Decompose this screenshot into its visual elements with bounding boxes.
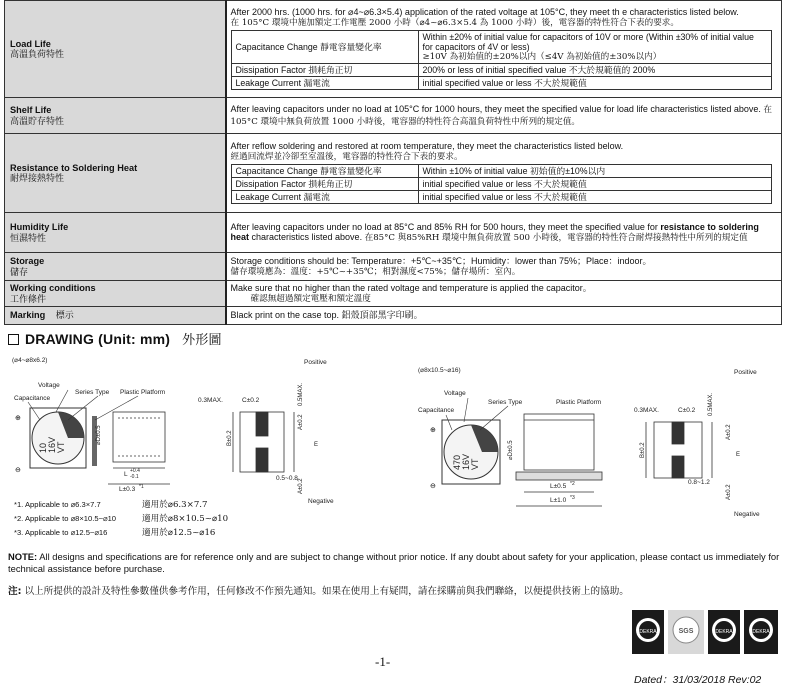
label-cn: 高溫貯存特性: [10, 115, 65, 126]
mark-series: VT: [470, 458, 480, 470]
table-row: [231, 31, 771, 64]
row-soldering-heat: [5, 134, 782, 213]
maxv-dim: 0.5MAX.: [708, 392, 714, 416]
note-cn: 適用於⌀8×10.5~⌀10: [142, 514, 229, 524]
certification-logos: [630, 608, 780, 658]
d-dim: ⌀D±0.5: [508, 440, 514, 460]
max-label: 0.3MAX.: [198, 397, 223, 404]
c-dim: C±0.2: [678, 407, 696, 414]
value-cn: ≥10V 為初始值的±20%以内（≤4V 為初始值的±30%以内）: [422, 52, 662, 62]
text-bold: resistance to soldering heat: [230, 221, 759, 242]
l2-dim: L±1.0: [550, 497, 567, 504]
row-storage: [5, 253, 782, 281]
checkbox-square-icon: [8, 334, 19, 345]
dekra-text: DEKRA: [752, 629, 770, 635]
gap-dim: 0.8~1.2: [688, 479, 710, 486]
d-dim: ⌀D±0.5: [96, 425, 102, 445]
label-cn: 恒濕特性: [10, 232, 47, 243]
note-en: *2. Applicable to ⌀8×10.5~⌀10: [14, 514, 117, 523]
label-marking: [5, 307, 226, 325]
label-soldering-heat: [5, 134, 226, 213]
label-en: Storage: [10, 256, 45, 266]
body-storage: [226, 253, 782, 281]
drawing-title: [8, 329, 222, 348]
label-en: Humidity Life: [10, 222, 69, 232]
table-row: [231, 191, 771, 204]
a2-dim: A±0.2: [298, 478, 304, 494]
series-type-label: Series Type: [75, 389, 110, 396]
b-dim: B±0.2: [640, 442, 646, 458]
text-cn: 儲存環境應為：溫度：+5℃~+35℃；相對濕度<75%；儲存場所：室內。: [230, 266, 521, 277]
series-type-label: Series Type: [488, 399, 523, 406]
text-en: Storage conditions should be: Temperature：+5℃~+35℃；Humidity：lower than 75%；Place：indoor。: [230, 256, 652, 266]
soldering-table: [231, 164, 772, 204]
text-en: After reflow soldering and restored at room temperature, they meet the characteristics listed below.: [230, 141, 624, 151]
note-cn-label: 注:: [8, 586, 22, 597]
l2-sup: *1: [139, 484, 144, 490]
body-working-conditions: [226, 281, 782, 307]
dated-revision: Dated：31/03/2018 Rev:02: [634, 674, 762, 686]
note-1: [14, 498, 228, 512]
dekra-logo-3: [744, 610, 778, 654]
minus-mark: ⊖: [430, 483, 436, 490]
row-shelf-life: [5, 98, 782, 134]
text-en: After 2000 hrs. (1000 hrs. for ⌀4~⌀6.3×5.4) application of the rated voltage at 105°C, they meet th e characteristics listed below.: [230, 7, 739, 17]
cell-key: Leakage Current 漏電流: [231, 77, 418, 90]
cell-value: initial specified value or less 不大於規範值: [418, 191, 771, 204]
size-label: (⌀4~⌀8x6.2): [12, 357, 48, 364]
label-working-conditions: [5, 281, 226, 307]
l2-dim: L±0.3: [119, 486, 136, 493]
body-soldering-heat: [226, 134, 782, 213]
label-cn: 標示: [55, 310, 74, 320]
spec-table: [4, 0, 782, 325]
mark-voltage: 16V: [47, 436, 57, 453]
text-cn: 在 105°C 環境中無負荷放置 1000 小時後，電容器的特性符合高溫負荷特性中所列的規定值。: [230, 105, 773, 127]
l-tol-down: -0.1: [130, 474, 139, 480]
label-cn: 耐焊接熱特性: [10, 173, 65, 183]
b-dim: B±0.2: [227, 430, 233, 446]
label-en: Marking: [10, 310, 46, 320]
note-en: *3. Applicable to ⌀12.5~⌀16: [14, 528, 108, 537]
l1-dim: L±0.5: [550, 483, 567, 490]
label-shelf-life: [5, 98, 226, 134]
text-en: After leaving capacitors under no load at 105°C for 1000 hours, they meet the specified value for load life characteristics listed above.: [230, 104, 761, 114]
cell-value: initial specified value or less 不大於規範值: [418, 77, 771, 90]
text-en: Make sure that no higher than the rated voltage and temperature is applied the capacitor。: [230, 283, 592, 293]
mark-capacitance: 10: [38, 442, 48, 453]
sgs-logo: [668, 610, 704, 654]
label-load-life: [5, 1, 226, 98]
text-cn: 在 105°C 環境中施加額定工作電壓 2000 小時（⌀4~⌀6.3×5.4 為 1000 小時）後，電容器的特性符合下表的要求。: [230, 17, 679, 28]
negative-label: Negative: [734, 511, 760, 518]
table-row: [231, 77, 771, 90]
cell-key: Leakage Current 漏電流: [231, 191, 418, 204]
text-cn: 在85°C 與85%RH 環境中無負荷放置 500 小時後，電容器的特性符合耐焊接熱特性中所列的規定值: [364, 233, 748, 243]
page-number: -1-: [375, 654, 391, 669]
note-3: [14, 526, 228, 540]
body-marking: Black print on the case top. 鋁殼頂部黑字印刷。: [226, 307, 782, 325]
load-life-table: [231, 30, 772, 90]
a1-dim: A±0.2: [298, 414, 304, 430]
positive-label: Positive: [304, 359, 327, 366]
plastic-platform-label: Plastic Platform: [556, 399, 602, 406]
l1-sup: *2: [570, 481, 575, 487]
voltage-label: Voltage: [444, 390, 466, 397]
capacitor-bottom-view: [227, 383, 318, 494]
label-en: Resistance to Soldering Heat: [10, 162, 138, 173]
note-cn: 適用於⌀6.3×7.7: [142, 500, 208, 510]
row-load-life: [5, 1, 782, 98]
cell-value: [418, 31, 771, 64]
drawing-title-cn: 外形圖: [182, 333, 222, 348]
mark-voltage: 16V: [461, 453, 471, 470]
minus-mark: ⊖: [15, 467, 21, 474]
plus-mark: ⊕: [430, 427, 436, 434]
capacitor-side-view: [508, 414, 602, 506]
value-en: Within ±20% of initial value for capacitors of 10V or more (Within ±30% of initial value for capacitors of 4V or less): [422, 32, 754, 52]
body-load-life: [226, 1, 782, 98]
row-humidity-life: [5, 213, 782, 253]
cell-key: Capacitance Change 靜電容量變化率: [231, 31, 418, 64]
right-drawing: [416, 360, 761, 525]
negative-label: Negative: [308, 498, 334, 505]
label-humidity-life: [5, 213, 226, 253]
row-working-conditions: [5, 281, 782, 307]
table-row: [231, 64, 771, 77]
table-row: [231, 165, 771, 178]
dekra-logo-1: [632, 610, 664, 654]
disclaimer-cn: [8, 583, 629, 597]
mark-series: VT: [56, 441, 66, 453]
text-en-tail: characteristics listed above.: [249, 232, 363, 242]
dekra-text: DEKRA: [639, 629, 657, 635]
disclaimer-en: [8, 551, 784, 575]
cell-value: initial specified value or less 不大於規範值: [418, 178, 771, 191]
size-label: (⌀8x10.5~⌀16): [418, 367, 461, 374]
cell-key: Dissipation Factor 損耗角正切: [231, 64, 418, 77]
plus-mark: ⊕: [15, 415, 21, 422]
plastic-platform-label: Plastic Platform: [120, 389, 166, 396]
c-dim: C±0.2: [242, 397, 260, 404]
l-dim: L: [124, 471, 128, 478]
voltage-label: Voltage: [38, 382, 60, 389]
maxv-dim: 0.5MAX.: [298, 382, 304, 406]
row-marking: [5, 307, 782, 325]
sgs-text: SGS: [678, 628, 694, 635]
cell-key: Capacitance Change 靜電容量變化率: [231, 165, 418, 178]
l2-sup: *3: [570, 495, 575, 501]
note-label: NOTE:: [8, 551, 38, 562]
positive-label: Positive: [734, 369, 757, 376]
dekra-logo-2: [708, 610, 740, 654]
label-cn: 工作條件: [10, 293, 47, 304]
note-en: *1. Applicable to ⌀6.3×7.7: [14, 500, 101, 509]
l-tol-up: +0.4: [130, 468, 140, 474]
text-en: After leaving capacitors under no load at 85°C and 85% RH for 500 hours, they meet the specified value for: [230, 221, 661, 232]
body-shelf-life: [226, 98, 782, 134]
label-en: Working conditions: [10, 283, 96, 293]
cell-key: Dissipation Factor 損耗角正切: [231, 178, 418, 191]
capacitance-label: Capacitance: [14, 395, 51, 402]
label-cn: 高溫負荷特性: [10, 49, 65, 59]
a2-dim: A±0.2: [726, 484, 732, 500]
note-2: [14, 512, 228, 526]
note-cn: 適用於⌀12.5~⌀16: [142, 528, 216, 538]
label-en: Shelf Life: [10, 105, 52, 115]
mark-capacitance: 470: [452, 454, 462, 470]
note-cn-text: 以上所提供的設計及特性參數僅供參考作用，任何修改不作預先通知。如果在使用上有疑問，請在採購前與我們聯絡，以便提供技術上的協助。: [21, 586, 629, 597]
dekra-text: DEKRA: [715, 629, 733, 635]
gap-dim: 0.5~0.8: [276, 475, 298, 482]
capacitance-label: Capacitance: [418, 407, 455, 414]
cell-value: 200% or less of initial specified value 不大於規範值的 200%: [418, 64, 771, 77]
a1-dim: A±0.2: [726, 424, 732, 440]
label-storage: [5, 253, 226, 281]
label-cn: 儲存: [10, 266, 29, 277]
body-humidity-life: [226, 213, 782, 253]
label-en: Load Life: [10, 38, 51, 49]
e-dim: E: [314, 442, 319, 448]
note-text: All designs and specifications are for reference only and are subject to change without prior notice. If any doubt about safety for your application, please contact us immediately for technical assistance before purchase.: [8, 551, 780, 574]
e-dim: E: [736, 452, 741, 458]
drawing-notes: [14, 498, 228, 540]
max-label: 0.3MAX.: [634, 407, 659, 414]
text-cn: 經過回流焊並冷卻至室溫後，電容器的特性符合下表的要求。: [230, 151, 463, 162]
drawing-title-en: DRAWING (Unit: mm): [25, 331, 171, 347]
table-row: [231, 178, 771, 191]
cell-value: Within ±10% of initial value 初始值的±10%以内: [418, 165, 771, 178]
text-cn: 確認無超過額定電壓和額定溫度: [250, 293, 371, 304]
